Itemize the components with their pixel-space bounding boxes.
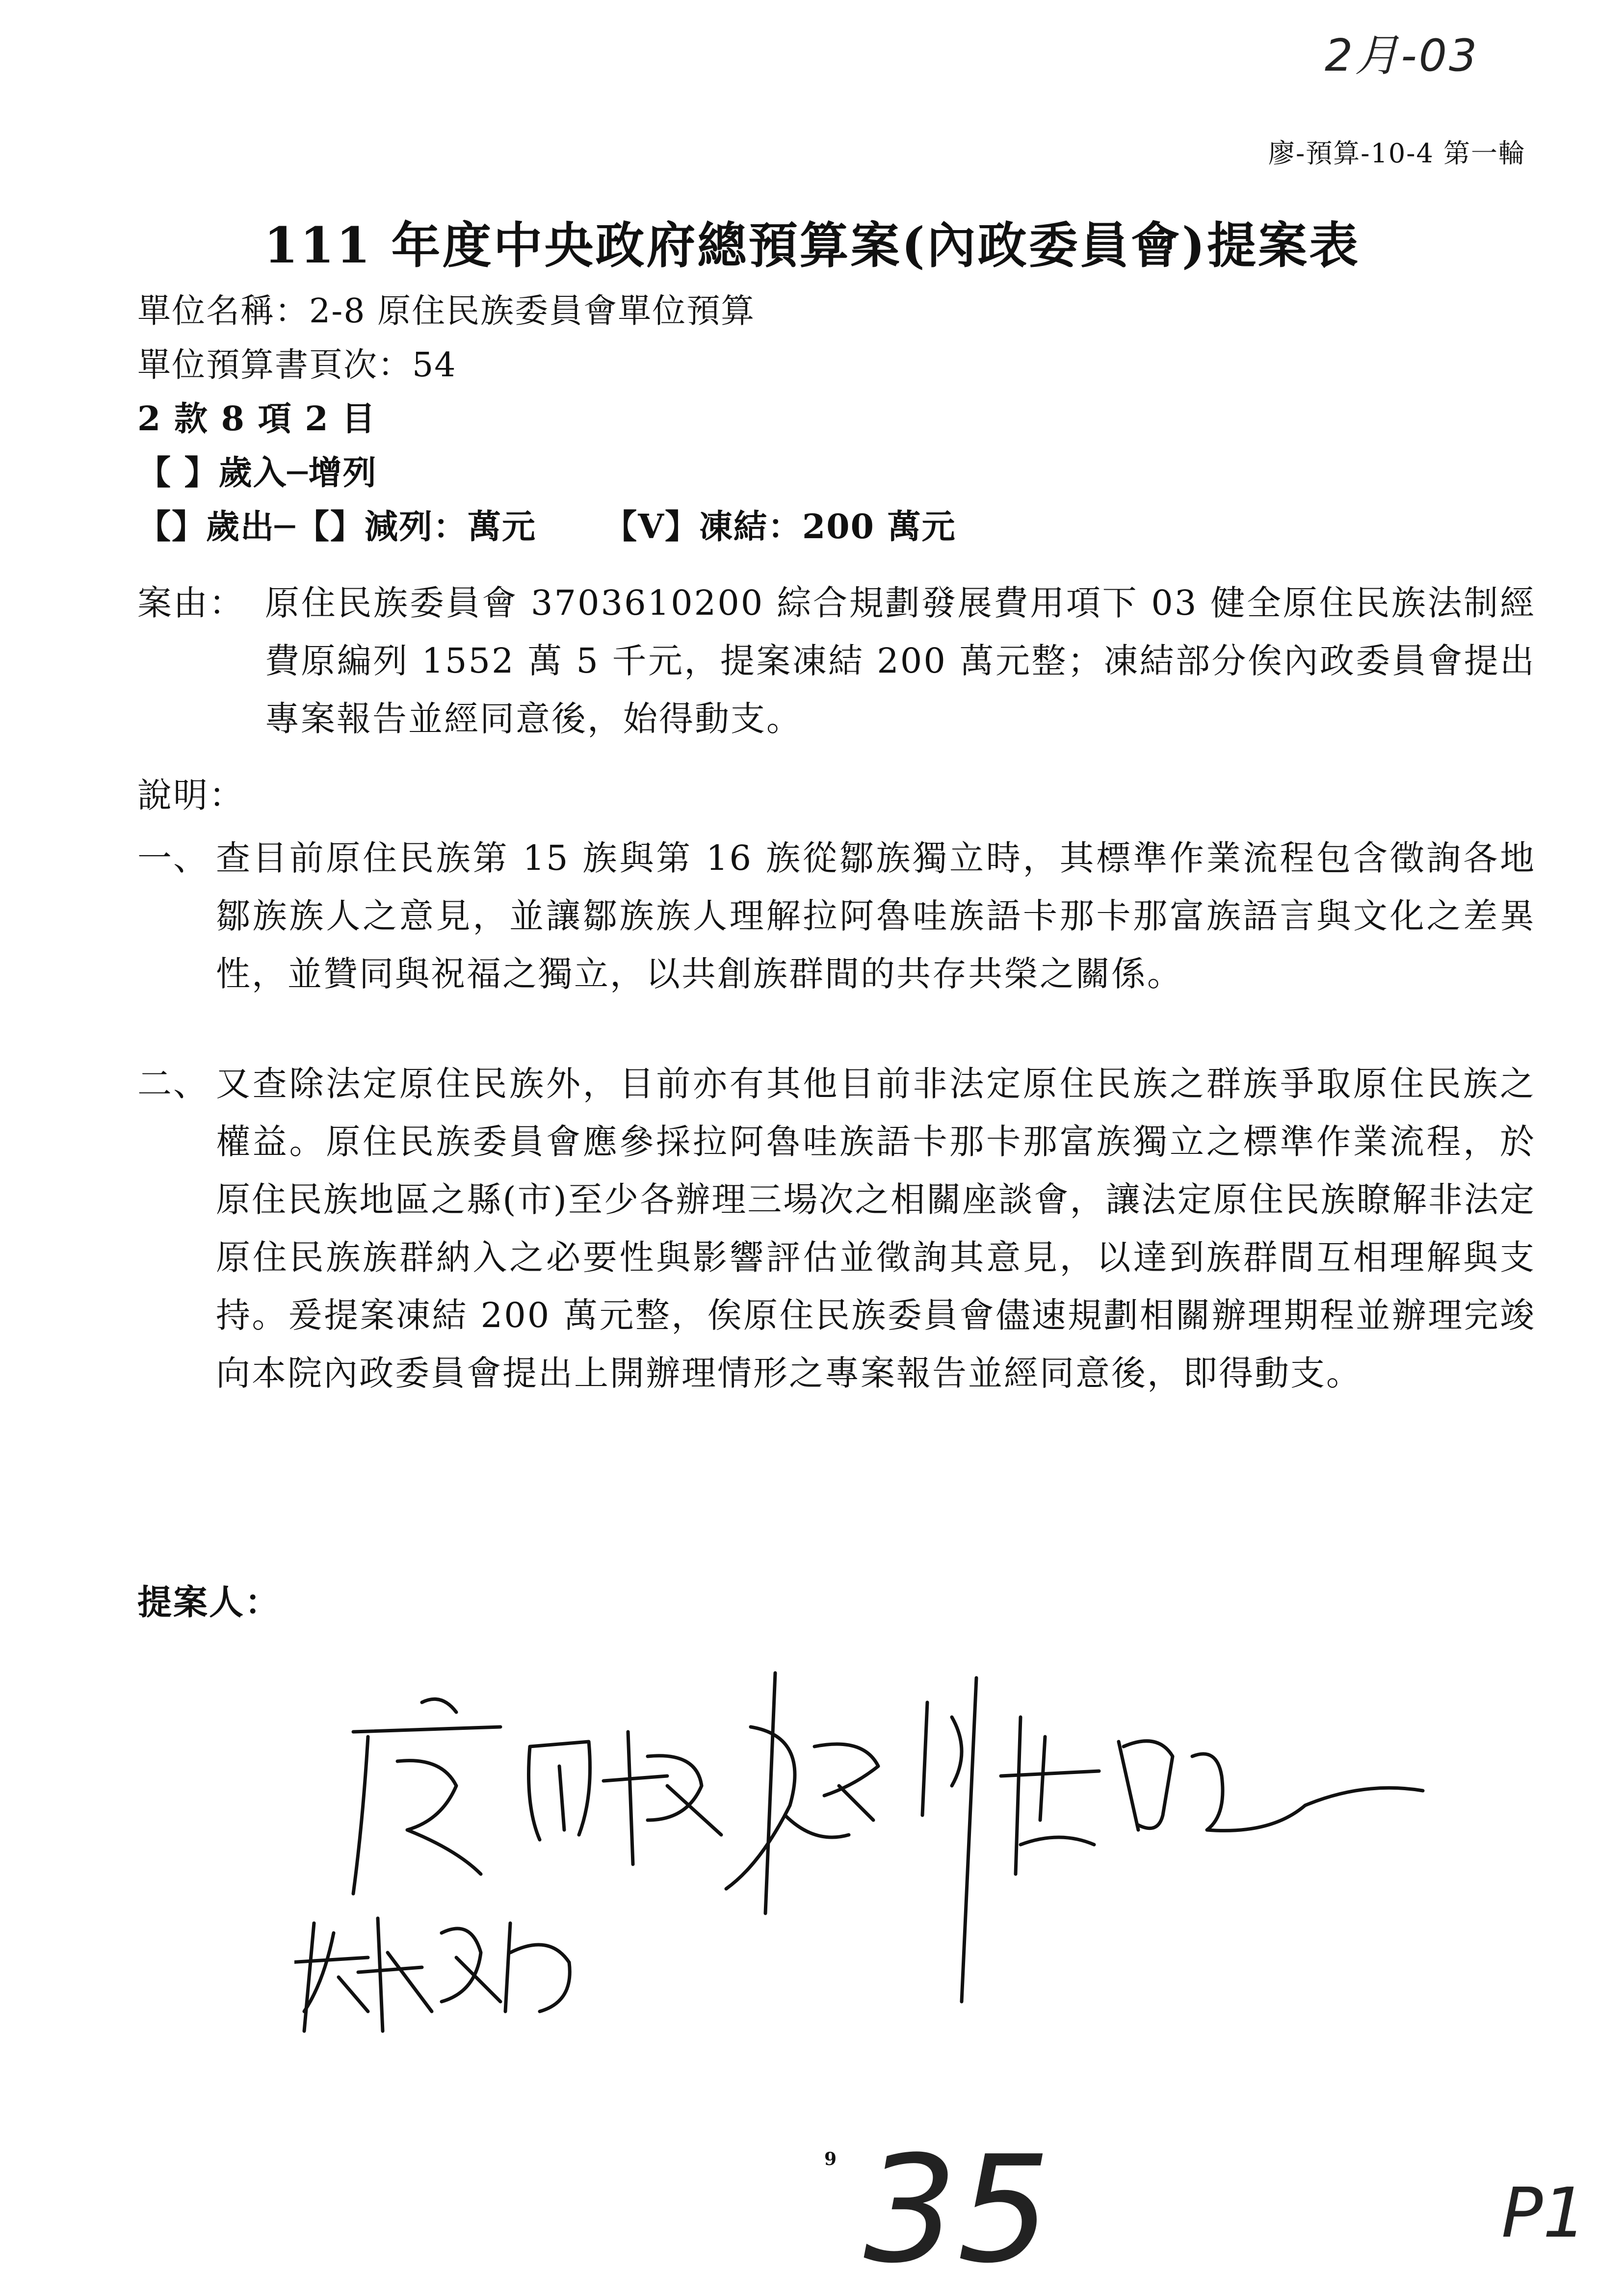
signature-stroke: [529, 1742, 590, 1840]
item-number: 二、: [137, 1064, 209, 1104]
signature-stroke: [603, 1732, 721, 1864]
explanation-item: [137, 1055, 1536, 1402]
signature-stroke: [353, 1699, 500, 1894]
explanation-label: 說明：: [137, 775, 245, 815]
revenue-line: 【 】歲入─增列: [137, 453, 377, 493]
expenditure-freeze: 【V】凍結：200 萬元: [603, 507, 956, 547]
item-text: 又查除法定原住民族外，目前亦有其他目前非法定原住民族之群族爭取原住民族之權益。原住民族委員會應參採拉阿魯哇族語卡那卡那富族獨立之標準作業流程，於原住民族地區之縣(市)至少各辦理三場次之相關座談會，讓法定原住民族瞭解非法定原住民族族群納入之必要性與影響評估並徵詢其意見，以達到族群間互相理解與支持。爰提案凍結 200 萬元整，俟原住民族委員會儘速規劃相關辦理期程並辦理完竣向本院內政委員會提出上開辦理情形之專案報告並經同意後，即得動支。: [216, 1064, 1536, 1393]
proposal-code: 廖-預算-10-4 第一輪: [1268, 138, 1526, 169]
unit-budget-page: 單位預算書頁次：54: [137, 346, 457, 385]
item-text: 查目前原住民族第 15 族與第 16 族從鄒族獨立時，其標準作業流程包含徵詢各地鄒族族人之意見，並讓鄒族族人理解拉阿魯哇族語卡那卡那富族語言與文化之差異性，並贊同與祝福之獨立，以共創族群間的共存共榮之關係。: [216, 838, 1536, 994]
handwritten-date-note: 2月-03: [1325, 30, 1479, 81]
signature-stroke: [1119, 1741, 1423, 1831]
handwritten-page-mark: P1: [1501, 2173, 1587, 2253]
item-number: 一、: [137, 838, 209, 878]
case-label: 案由：: [137, 583, 245, 623]
page-number: 9: [824, 2149, 837, 2169]
signature-stroke: [922, 1678, 976, 2002]
handwritten-number: 35: [864, 2124, 1051, 2296]
budget-item: 2 款 8 項 2 目: [137, 399, 376, 439]
unit-name: 單位名稱：2-8 原住民族委員會單位預算: [137, 292, 756, 331]
proposer-label: 提案人：: [137, 1582, 281, 1622]
explanation-item: [137, 829, 1536, 1003]
signature-stroke: [1001, 1717, 1099, 1874]
expenditure-line: [137, 500, 956, 548]
handwritten-signatures: [294, 1658, 1472, 2051]
expenditure-reduce: 【】歲出─【】減列：萬元: [137, 507, 536, 547]
signature-stroke: [726, 1673, 878, 1913]
signature-stroke: [294, 1918, 570, 2031]
page-title: 111 年度中央政府總預算案(內政委員會)提案表: [263, 216, 1361, 274]
case-text: 原住民族委員會 3703610200 綜合規劃發展費用項下 03 健全原住民族法制經費原編列 1552 萬 5 千元，提案凍結 200 萬元整；凍結部分俟內政委員會提出專案報告並經同意後，始得動支。: [265, 583, 1536, 739]
